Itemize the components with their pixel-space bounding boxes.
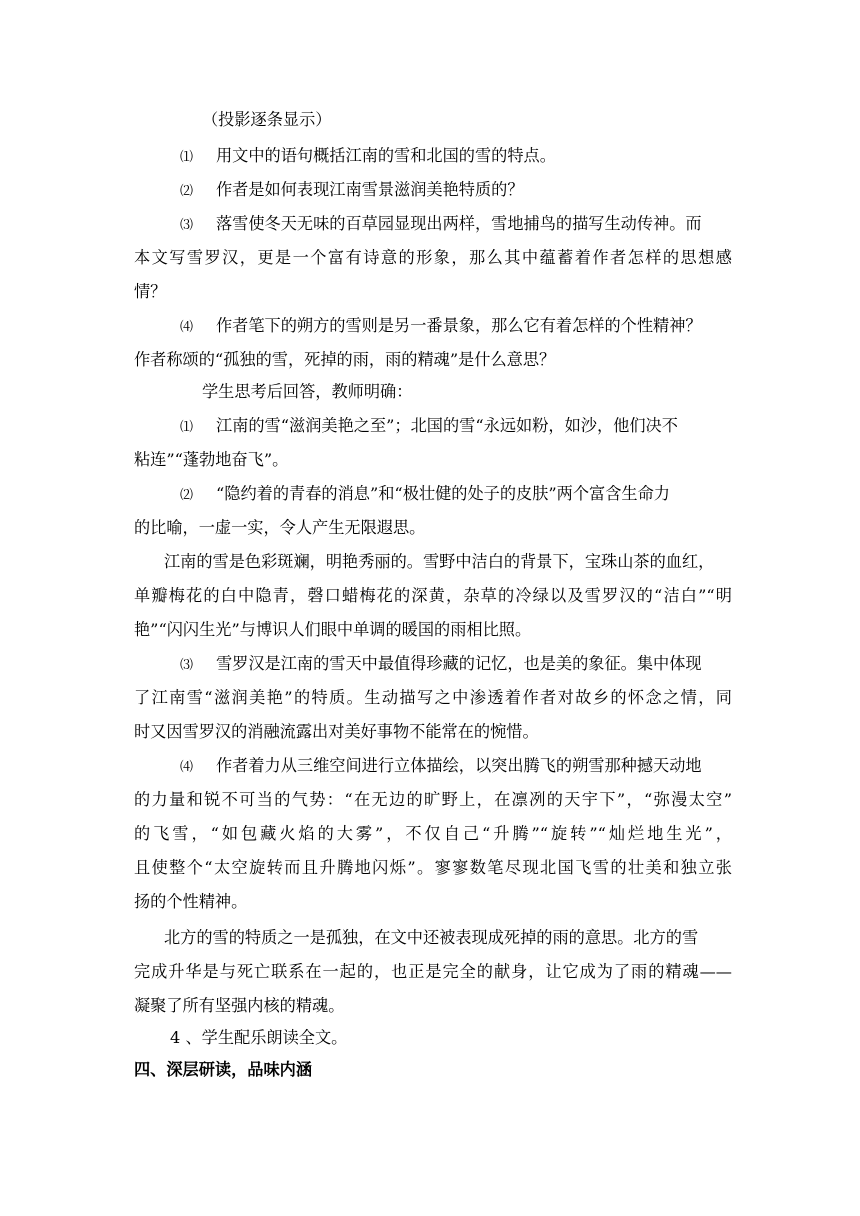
question-2-text: 作者是如何表现江南雪景滋润美艳特质的？ — [216, 180, 524, 199]
north-snow-paragraph-line-3: 凝聚了所有坚强内核的精魂。 — [134, 996, 345, 1015]
step-4-reading: 4 、学生配乐朗读全文。 — [170, 1028, 348, 1047]
question-3-text: 落雪使冬天无味的百草园显现出两样，雪地捕鸟的描写生动传神。而 — [216, 214, 702, 233]
answer-3-line-2: 了江南雪“滋润美艳”的特质。生动描写之中渗透着作者对故乡的怀念之情，同 — [134, 688, 732, 707]
item-marker: ⑶ — [180, 218, 194, 233]
question-4-line-2: 作者称颂的“孤独的雪，死掉的雨，雨的精魂”是什么意思？ — [134, 350, 556, 369]
projection-note: （投影逐条显示） — [202, 110, 332, 129]
jiangnan-paragraph-line-3: 艳”“闪闪生光”与博识人们眼中单调的暖国的雨相比照。 — [134, 620, 532, 639]
answer-4-line-3: 的飞雪，“如包藏火焰的大雾”，不仅自己“升腾”“旋转”“灿烂地生光”， — [134, 824, 732, 843]
answer-4-line-4: 且使整个“太空旋转而且升腾地闪烁”。寥寥数笔尽现北国飞雪的壮美和独立张 — [134, 858, 732, 877]
answer-4 — [180, 756, 732, 778]
question-4 — [180, 316, 702, 338]
item-marker: ⑵ — [180, 184, 194, 199]
item-marker: ⑷ — [180, 760, 194, 775]
teacher-clarifies: 学生思考后回答，教师明确： — [202, 382, 413, 401]
answer-4-text: 作者着力从三维空间进行立体描绘，以突出腾飞的朔雪那种撼天动地 — [216, 756, 702, 775]
question-3-line-3: 情？ — [134, 282, 167, 301]
answer-2 — [180, 484, 732, 506]
item-marker: ⑴ — [180, 420, 194, 435]
answer-3-text: 雪罗汉是江南的雪天中最值得珍藏的记忆，也是美的象征。集中体现 — [216, 654, 702, 673]
question-1 — [180, 146, 556, 168]
answer-2-line-2: 的比喻，一虚一实，令人产生无限遐思。 — [134, 518, 426, 537]
answer-4-line-5: 扬的个性精神。 — [134, 892, 248, 911]
question-3-line-2: 本文写雪罗汉，更是一个富有诗意的形象，那么其中蕴蓄着作者怎样的思想感 — [134, 248, 732, 267]
answer-3 — [180, 654, 732, 676]
answer-2-text: “隐约着的青春的消息”和“极壮健的处子的皮肤”两个富含生命力 — [216, 484, 670, 503]
item-marker: ⑵ — [180, 488, 194, 503]
north-snow-paragraph-line-2: 完成升华是与死亡联系在一起的，也正是完全的献身，让它成为了雨的精魂—— — [134, 962, 732, 981]
item-marker: ⑶ — [180, 658, 194, 673]
answer-3-line-3: 时又因雪罗汉的消融流露出对美好事物不能常在的惋惜。 — [134, 722, 539, 741]
jiangnan-paragraph: 江南的雪是色彩斑斓，明艳秀丽的。雪野中洁白的背景下，宝珠山茶的血红， — [164, 552, 715, 571]
item-marker: ⑷ — [180, 320, 194, 335]
answer-1 — [180, 416, 732, 438]
section-heading: 四、深层研读，品味内涵 — [134, 1060, 313, 1079]
answer-1-line-2: 粘连”“蓬勃地奋飞”。 — [134, 450, 289, 469]
answer-4-line-2: 的力量和锐不可当的气势：“在无边的旷野上，在凛冽的天宇下”，“弥漫太空” — [134, 790, 732, 809]
question-4-text: 作者笔下的朔方的雪则是另一番景象，那么它有着怎样的个性精神？ — [216, 316, 702, 335]
question-2 — [180, 180, 524, 202]
north-snow-paragraph: 北方的雪的特质之一是孤独，在文中还被表现成死掉的雨的意思。北方的雪 — [164, 928, 699, 947]
question-1-text: 用文中的语句概括江南的雪和北国的雪的特点。 — [216, 146, 556, 165]
question-3 — [180, 214, 732, 236]
jiangnan-paragraph-line-2: 单瓣梅花的白中隐青，磬口蜡梅花的深黄，杂草的冷绿以及雪罗汉的“洁白”“明 — [134, 586, 732, 605]
item-marker: ⑴ — [180, 150, 194, 165]
answer-1-text: 江南的雪“滋润美艳之至”；北国的雪“永远如粉，如沙，他们决不 — [216, 416, 678, 435]
